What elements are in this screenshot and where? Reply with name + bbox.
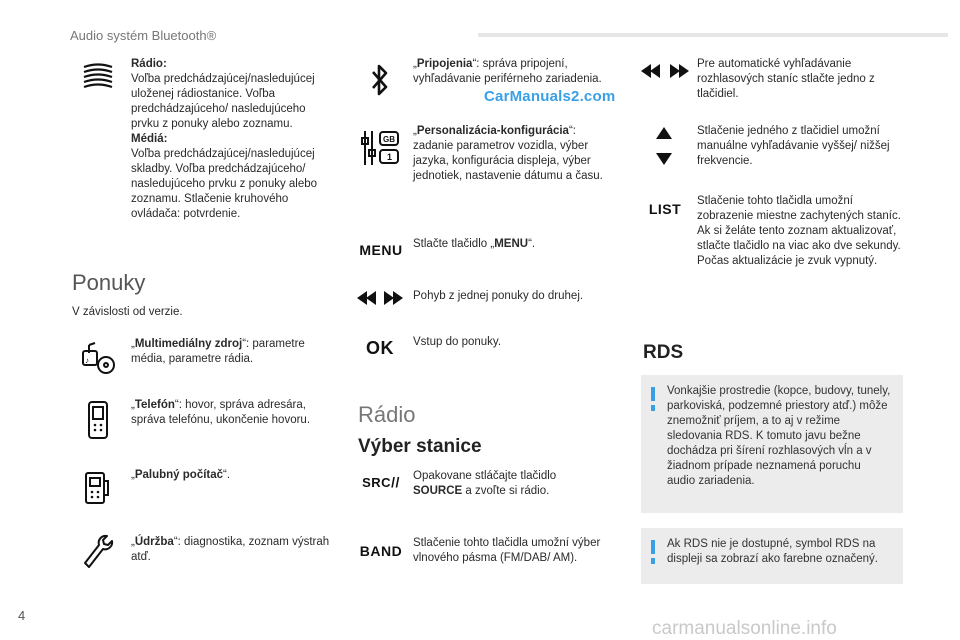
band-button-icon: BAND bbox=[359, 543, 403, 559]
svg-text:GB: GB bbox=[383, 135, 395, 144]
up-down-arrows-icon bbox=[654, 126, 674, 166]
menu-instruction: Stlačte tlačidlo „MENU“. bbox=[413, 238, 536, 250]
source-button-icon: SRC // bbox=[362, 474, 400, 490]
rds-note-reception: Vonkajšie prostredie (kopce, budovy, tunely, parkoviská, podzemné priestory atď.) môže znemožniť príjem, a to aj v režime sledovania RDS. K tomuto javu bežne dochádza pri šírení rozhlasových vĺn a v žiadnom prípade neznamená poruchu audio zariadenia. bbox=[641, 375, 903, 513]
section-title-rds: RDS bbox=[643, 342, 684, 363]
phone-icon bbox=[86, 400, 110, 440]
radio-media-description bbox=[131, 57, 336, 222]
ok-instruction: Vstup do ponuky. bbox=[413, 336, 502, 348]
page-number: 4 bbox=[18, 608, 26, 623]
list-instruction: Stlačenie tohto tlačidla umožní zobrazenie miestne zachytených staníc. Ak si želáte tento zoznam aktualizovať, stlačte tlačidlo na viac ako dve sekundy. Počas aktualizácie je zvuk vypnutý. bbox=[697, 195, 901, 267]
section-title-ponuky: Ponuky bbox=[72, 270, 146, 295]
footer-watermark: carmanualsonline.info bbox=[652, 618, 837, 639]
list-button-icon: LIST bbox=[648, 201, 682, 217]
menu-item-connections: „Pripojenia“: správa pripojení, vyhľadávanie periférneho zariadenia. bbox=[413, 58, 602, 85]
svg-text:♪: ♪ bbox=[85, 356, 89, 365]
ok-button-icon: OK bbox=[366, 337, 394, 358]
menu-item-personalization: „Personalizácia-konfigurácia“: zadanie parametrov vozidla, výber jazyka, konfigurácia displeja, výber jednotiek, nastavenie dátumu a času. bbox=[413, 125, 603, 182]
left-right-arrows-icon bbox=[356, 289, 404, 307]
multimedia-source-icon bbox=[78, 340, 118, 376]
source-instruction: Opakovane stláčajte tlačidlo SOURCE a zvoľte si rádio. bbox=[413, 470, 557, 497]
media-label: Médiá: bbox=[131, 133, 168, 145]
bluetooth-icon bbox=[368, 62, 392, 98]
version-note: V závislosti od verzie. bbox=[72, 306, 183, 318]
steering-control-icon bbox=[80, 60, 116, 90]
trip-computer-icon bbox=[82, 468, 114, 506]
menu-item-maintenance: „Údržba“: diagnostika, zoznam výstrah atď. bbox=[131, 536, 330, 563]
wrench-icon bbox=[80, 532, 116, 572]
seek-arrows-icon bbox=[640, 62, 690, 80]
page-header-title: Audio systém Bluetooth® bbox=[70, 28, 217, 43]
band-instruction: Stlačenie tohto tlačidla umožní výber vlnového pásma (FM/DAB/ AM). bbox=[413, 537, 601, 564]
section-title-radio: Rádio bbox=[358, 402, 416, 427]
settings-sliders-icon bbox=[360, 128, 404, 168]
frequency-instruction: Stlačenie jedného z tlačidiel umožní manuálne vyhľadávanie vyššej/ nižšej frekvencie. bbox=[697, 125, 890, 167]
header-divider bbox=[478, 33, 948, 37]
media-text: Voľba predchádzajúcej/nasledujúcej skladby. Voľba predchádzajúceho/ nasledujúceho prvku z ponuky alebo zoznamu. Stlačenie kruhového ovládača: potvrdenie. bbox=[131, 148, 318, 220]
seek-instruction: Pre automatické vyhľadávanie rozhlasových staníc stlačte jedno z tlačidiel. bbox=[697, 58, 875, 100]
banner-watermark: CarManuals2.com bbox=[484, 88, 616, 105]
radio-label: Rádio: bbox=[131, 58, 167, 70]
menu-item-phone: „Telefón“: hovor, správa adresára, správa telefónu, ukončenie hovoru. bbox=[131, 399, 311, 426]
menu-button-icon: MENU bbox=[359, 242, 403, 258]
subsection-title-station: Výber stanice bbox=[358, 436, 482, 457]
radio-text: Voľba predchádzajúcej/nasledujúcej uloženej rádiostanice. Voľba predchádzajúceho/ nasledujúceho prvku z ponuky alebo zoznamu. bbox=[131, 73, 315, 130]
rds-note-availability: Ak RDS nie je dostupné, symbol RDS na displeji sa zobrazí ako farebne označený. bbox=[641, 528, 903, 584]
menu-item-trip-computer: „Palubný počítač“. bbox=[131, 469, 231, 481]
info-marker-icon bbox=[651, 387, 655, 401]
menu-item-multimedia: „Multimediálny zdroj“: parametre média, parametre rádia. bbox=[131, 338, 305, 365]
info-marker-icon bbox=[651, 540, 655, 554]
svg-text:1: 1 bbox=[387, 152, 393, 162]
navigation-instruction: Pohyb z jednej ponuky do druhej. bbox=[413, 290, 584, 302]
